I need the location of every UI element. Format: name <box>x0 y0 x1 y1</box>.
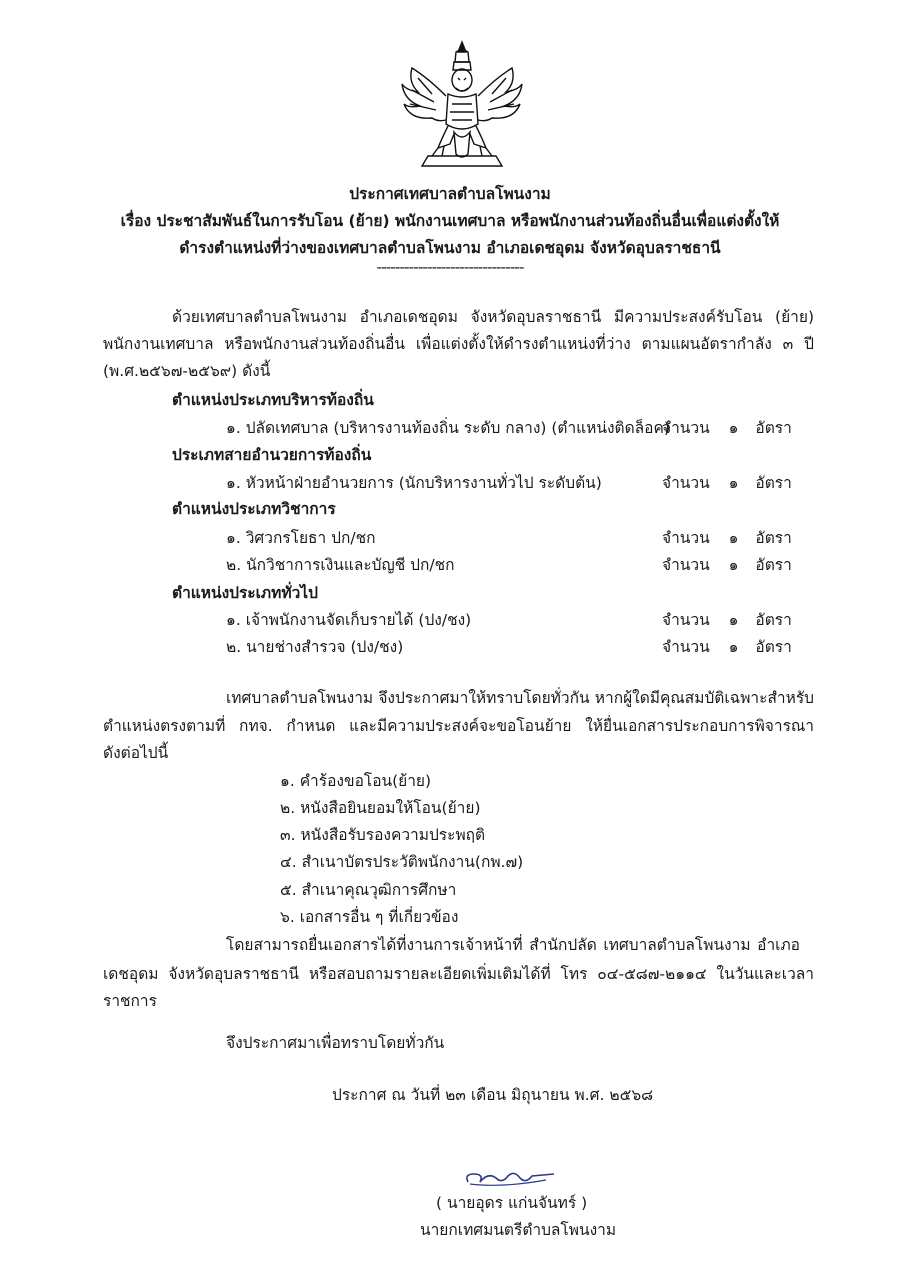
divider-line: -------------------------------- <box>376 258 524 276</box>
quantity-unit: อัตรา <box>755 474 792 492</box>
contact-line-3: ราชการ <box>103 992 157 1010</box>
document-item: ๔. สำเนาบัตรประวัติพนักงาน(กพ.๗) <box>280 853 524 871</box>
position-survey-technician: ๒. นายช่างสำรวจ (ปง/ชง) <box>226 638 404 656</box>
category-academic: ตำแหน่งประเภทวิชาการ <box>172 500 336 518</box>
category-local-administration: ตำแหน่งประเภทบริหารท้องถิ่น <box>172 391 374 409</box>
announcement-date: ประกาศ ณ วันที่ ๒๓ เดือน มิถุนายน พ.ศ. ๒๕๖๘ <box>332 1086 654 1104</box>
quantity-value: ๑ <box>728 529 739 547</box>
document-item: ๕. สำเนาคุณวุฒิการศึกษา <box>280 881 457 899</box>
category-general: ตำแหน่งประเภททั่วไป <box>172 584 318 602</box>
quantity-value: ๑ <box>728 611 739 629</box>
quantity-value: ๑ <box>728 419 739 437</box>
quantity-label: จำนวน <box>662 638 710 656</box>
position-quantity <box>662 634 792 659</box>
requirements-line-3: ดังต่อไปนี้ <box>103 744 169 762</box>
quantity-label: จำนวน <box>662 419 710 437</box>
quantity-label: จำนวน <box>662 556 710 574</box>
garuda-emblem-icon <box>398 38 526 170</box>
position-civil-engineer: ๑. วิศวกรโยธา ปก/ชก <box>226 529 376 547</box>
document-item: ๑. คำร้องขอโอน(ย้าย) <box>280 772 432 790</box>
signatory-title: นายกเทศมนตรีตำบลโพนงาม <box>420 1221 617 1239</box>
quantity-unit: อัตรา <box>755 556 792 574</box>
signatory-name: ( นายอุดร แก่นจันทร์ ) <box>436 1194 588 1212</box>
requirements-line-2: ตำแหน่งตรงตามที่ กทจ. กำหนด และมีความประสงค์จะขอโอนย้าย ให้ยื่นเอกสารประกอบการพิจารณา <box>103 717 814 735</box>
intro-line-2: พนักงานเทศบาล หรือพนักงานส่วนท้องถิ่นอื่น เพื่อแต่งตั้งให้ดำรงตำแหน่งที่ว่าง ตามแผนอัตรากำลัง ๓ ปี <box>103 335 814 353</box>
closing-statement: จึงประกาศมาเพื่อทราบโดยทั่วกัน <box>226 1034 445 1052</box>
quantity-value: ๑ <box>728 556 739 574</box>
document-item: ๒. หนังสือยินยอมให้โอน(ย้าย) <box>280 799 481 817</box>
quantity-label: จำนวน <box>662 611 710 629</box>
document-item: ๖. เอกสารอื่น ๆ ที่เกี่ยวข้อง <box>280 908 459 926</box>
contact-line-1: โดยสามารถยื่นเอกสารได้ที่งานการเจ้าหน้าที่ สำนักปลัด เทศบาลตำบลโพนงาม อำเภอ <box>226 936 800 954</box>
position-quantity <box>662 552 792 577</box>
signature-mark-icon <box>462 1166 558 1190</box>
position-finance-accounting: ๒. นักวิชาการเงินและบัญชี ปก/ชก <box>226 556 455 574</box>
quantity-value: ๑ <box>728 474 739 492</box>
quantity-unit: อัตรา <box>755 529 792 547</box>
intro-line-3: (พ.ศ.๒๕๖๗-๒๕๖๙) ดังนี้ <box>103 362 271 380</box>
position-revenue-officer: ๑. เจ้าพนักงานจัดเก็บรายได้ (ปง/ชง) <box>226 611 472 629</box>
position-quantity <box>662 415 792 440</box>
announcement-title: ประกาศเทศบาลตำบลโพนงาม <box>349 185 551 203</box>
position-quantity <box>662 525 792 550</box>
quantity-value: ๑ <box>728 638 739 656</box>
subject-line-2: ดำรงตำแหน่งที่ว่างของเทศบาลตำบลโพนงาม อำเภอเดชอุดม จังหวัดอุบลราชธานี <box>179 239 721 257</box>
quantity-unit: อัตรา <box>755 419 792 437</box>
position-head-general-admin: ๑. หัวหน้าฝ่ายอำนวยการ (นักบริหารงานทั่วไป ระดับต้น) <box>226 474 602 492</box>
contact-line-2: เดชอุดม จังหวัดอุบลราชธานี หรือสอบถามรายละเอียดเพิ่มเติมได้ที่ โทร ๐๔-๕๘๗-๒๑๑๔ ในวันและเวลา <box>103 965 814 983</box>
requirements-line-1: เทศบาลตำบลโพนงาม จึงประกาศมาให้ทราบโดยทั่วกัน หากผู้ใดมีคุณสมบัติเฉพาะสำหรับ <box>226 689 814 707</box>
subject-line-1: เรื่อง ประชาสัมพันธ์ในการรับโอน (ย้าย) พนักงานเทศบาล หรือพนักงานส่วนท้องถิ่นอื่นเพื่อแต่งตั้งให้ <box>120 212 780 230</box>
position-quantity <box>662 470 792 495</box>
intro-line-1: ด้วยเทศบาลตำบลโพนงาม อำเภอเดชอุดม จังหวัดอุบลราชธานี มีความประสงค์รับโอน (ย้าย) <box>172 308 814 326</box>
quantity-label: จำนวน <box>662 474 710 492</box>
position-municipal-clerk: ๑. ปลัดเทศบาล (บริหารงานท้องถิ่น ระดับ กลาง) (ตำแหน่งติดล็อค) <box>226 419 670 437</box>
category-local-directorate: ประเภทสายอำนวยการท้องถิ่น <box>172 446 372 464</box>
document-item: ๓. หนังสือรับรองความประพฤติ <box>280 826 486 844</box>
quantity-unit: อัตรา <box>755 638 792 656</box>
position-quantity <box>662 607 792 632</box>
quantity-label: จำนวน <box>662 529 710 547</box>
quantity-unit: อัตรา <box>755 611 792 629</box>
